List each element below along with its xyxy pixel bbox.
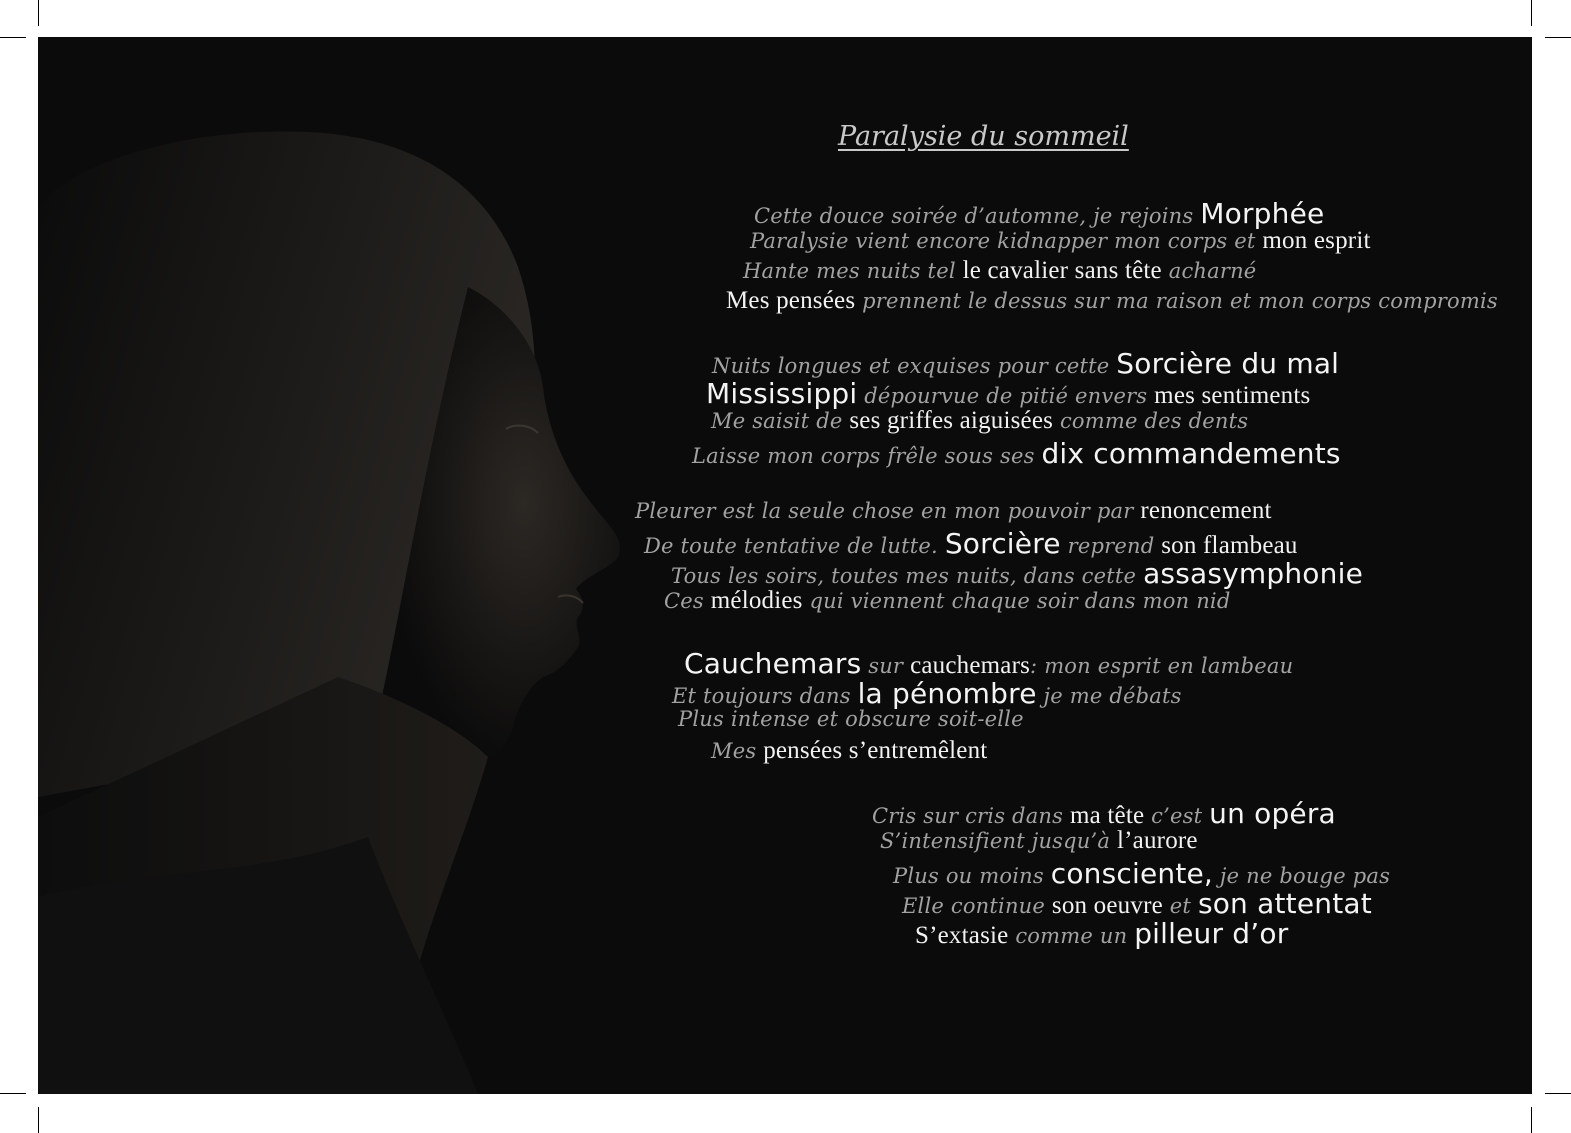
poem-line-segment: Laisse mon corps frêle sous ses [692,444,1042,468]
poem-line-segment: Cette douce soirée d’automne, je rejoins [754,204,1201,228]
poem-line-segment: Cris sur cris dans [872,804,1070,828]
poem-line-segment: Tous les soirs, toutes mes nuits, dans cette [671,564,1144,588]
poem-line-segment: Et toujours dans [672,684,858,708]
poem-line-segment: Morphée [1200,197,1325,230]
poem-line-segment: S’extasie [915,922,1009,949]
poem-line-segment: mon esprit [1262,227,1371,254]
poem-line-segment: dix commandements [1041,437,1341,470]
poem-line-segment: ma tête [1070,802,1145,829]
poem-line-segment: Mes pensées [726,287,856,314]
crop-mark [1545,1093,1571,1094]
poem-line [726,287,1498,315]
poem-line [664,587,1230,615]
poem-line-segment: assasymphonie [1143,557,1363,590]
poem-line-segment: comme des dents [1053,409,1249,433]
poem-line [915,917,1288,950]
poem-line-segment: Pleurer est la seule chose en mon pouvoir par [635,499,1141,523]
poem-line-segment: un opéra [1209,797,1336,830]
poem-line-segment: Sorcière du mal [1116,347,1340,380]
poem-line-segment: Sorcière [944,527,1061,560]
poem-line [893,857,1390,890]
poem-line [706,377,1310,410]
poem-line-segment: Me saisit de [711,409,850,433]
poem-line [672,677,1182,710]
woman-profile-image [38,37,738,1094]
poem-line [754,197,1324,230]
poem-line-segment: ses griffes aiguisées [849,407,1054,434]
poem-line-segment: sur [861,654,911,678]
poem-line-segment: Hante mes nuits tel [743,259,963,283]
poem-line-segment: pilleur d’or [1134,917,1289,950]
poem-line-segment: qui viennent chaque soir dans mon nid [802,589,1231,613]
poem-line-segment: c’est [1144,804,1210,828]
poem-line-segment: son attentat [1197,887,1372,920]
poem-line-segment: reprend [1060,534,1162,558]
poem-line-segment: la pénombre [857,677,1037,710]
poem-line-segment: Mississippi [706,377,858,410]
poem-line-segment: Nuits longues et exquises pour cette [712,354,1117,378]
poem-line [880,827,1198,855]
poem-line-segment: Plus intense et obscure soit-elle [678,707,1024,731]
poem-line-segment: Mes [711,739,764,763]
poem-line-segment: S’intensifient jusqu’à [880,829,1117,853]
crop-mark [1545,37,1571,38]
poem-line [711,737,987,765]
poem-line-segment: mélodies [710,587,803,614]
poem-line [711,407,1248,435]
poem-line [635,497,1272,525]
poem-line-segment: son oeuvre [1051,892,1163,919]
poem-line [743,257,1256,285]
poem-line-segment: cauchemars [910,652,1031,679]
poem-line-segment: je me débats [1036,684,1182,708]
poem-line-segment: Paralysie vient encore kidnapper mon corps et [750,229,1263,253]
poem-line-segment: : mon esprit en lambeau [1030,654,1294,678]
poem-line-segment: l’aurore [1117,827,1198,854]
poem-line [684,647,1293,680]
poem-line [712,347,1339,380]
poem-line-segment: acharné [1161,259,1257,283]
poem-line-segment: et [1162,894,1198,918]
poem-line-segment: prennent le dessus sur ma raison et mon corps compromis [855,289,1498,313]
poem-line-segment: je ne bouge pas [1213,864,1391,888]
poem-line-segment: Cauchemars [684,647,862,680]
poem-line-segment: dépourvue de pitié envers [857,384,1155,408]
poem-line [671,557,1363,590]
poem-title: Paralysie du sommeil [838,121,1129,152]
poem-line-segment: consciente, [1050,857,1214,890]
poem-line-segment: mes sentiments [1154,382,1311,409]
poem-line-segment: De toute tentative de lutte. [644,534,945,558]
crop-mark [0,1093,26,1094]
poem-line-segment: le cavalier sans tête [962,257,1162,284]
crop-mark [38,0,39,26]
crop-mark [0,37,26,38]
poem-line-segment: Elle continue [902,894,1052,918]
poem-line [872,797,1336,830]
poem-line-segment: Plus ou moins [893,864,1051,888]
poem-page [38,37,1532,1094]
crop-mark [1531,1107,1532,1133]
crop-mark [38,1107,39,1133]
poem-line-segment: son flambeau [1161,532,1298,559]
poem-line [750,227,1371,255]
poem-line [644,527,1298,560]
poem-line [692,437,1341,470]
poem-line [678,707,1024,731]
poem-line-segment: pensées s’entremêlent [763,737,988,764]
poem-line-segment: comme un [1008,924,1135,948]
crop-mark [1531,0,1532,26]
poem-line [902,887,1372,920]
poem-line-segment: renoncement [1140,497,1272,524]
poem-line-segment: Ces [664,589,711,613]
